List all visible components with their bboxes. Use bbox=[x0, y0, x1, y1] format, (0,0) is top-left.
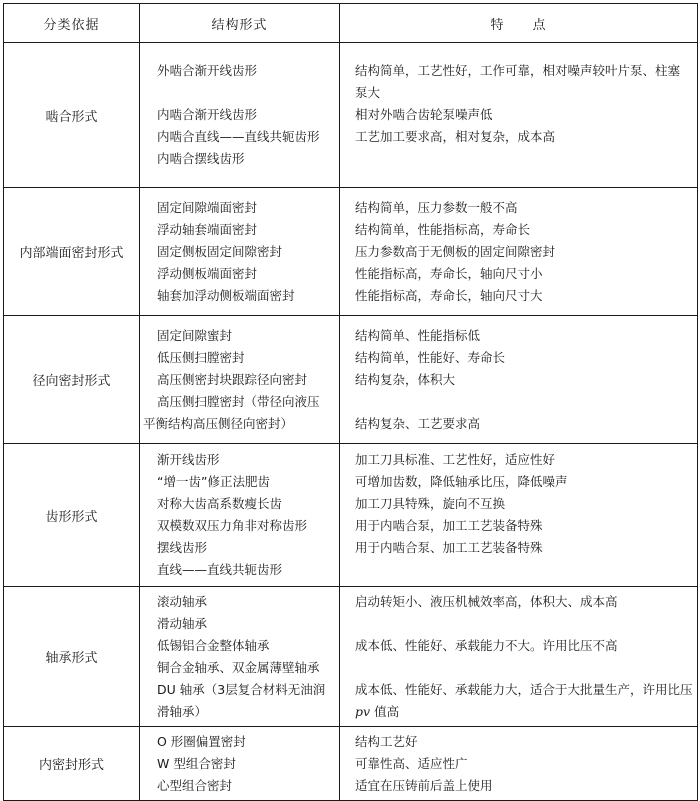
form-item: 浮动轴套端面密封 bbox=[157, 221, 258, 237]
form-item: “增一齿”修正法肥齿 bbox=[157, 474, 270, 489]
category-cell: 内密封形式 bbox=[4, 727, 140, 801]
feature-item-pv bbox=[355, 701, 691, 723]
form-item: 低压侧扫膛密封 bbox=[157, 349, 245, 365]
form-item: 双模数双压力角非对称齿形 bbox=[157, 518, 308, 533]
form-item: 内啮合渐开线齿形 bbox=[157, 107, 258, 122]
table-row bbox=[4, 587, 698, 727]
feature-item: 可靠性高、适应性广 bbox=[355, 755, 468, 771]
form-item: 固定间隙端面密封 bbox=[157, 199, 258, 215]
form-item: W 型组合密封 bbox=[157, 755, 236, 771]
forms-cell bbox=[140, 444, 340, 587]
table-row bbox=[4, 727, 698, 801]
form-item: 内啮合直线——直线共轭齿形 bbox=[157, 129, 320, 144]
form-item: 心型组合密封 bbox=[157, 777, 233, 793]
feature-item: 结构复杂、工艺要求高 bbox=[355, 415, 481, 431]
features-cell bbox=[340, 587, 698, 727]
form-item: 摆线齿形 bbox=[157, 540, 208, 555]
form-item: 滑动轴承 bbox=[157, 615, 208, 631]
features-cell bbox=[340, 316, 698, 444]
form-item: DU 轴承（3层复合材料无油润 bbox=[157, 681, 326, 697]
spacer bbox=[355, 613, 691, 635]
header-row bbox=[4, 4, 698, 43]
header-features: 特 点 bbox=[340, 4, 698, 43]
category-cell: 齿形形式 bbox=[4, 444, 140, 587]
form-item: 滚动轴承 bbox=[157, 593, 208, 609]
form-item: 高压侧扫膛密封（带径向液压 bbox=[157, 393, 320, 409]
features-cell bbox=[340, 43, 698, 188]
form-item: 轴套加浮动侧板端面密封 bbox=[157, 287, 295, 303]
category-cell: 内部端面密封形式 bbox=[4, 188, 140, 316]
category-cell: 径向密封形式 bbox=[4, 316, 140, 444]
feature-item: 结构复杂，体积大 bbox=[355, 371, 456, 387]
spacer bbox=[355, 559, 691, 581]
feature-item: 启动转矩小、液压机械效率高，体积大、成本高 bbox=[355, 593, 618, 609]
feature-item: 用于内啮合泵，加工工艺装备特殊 bbox=[355, 518, 543, 533]
form-item: 对称大齿高系数瘦长齿 bbox=[157, 496, 283, 511]
form-item: O 形圈偏置密封 bbox=[157, 733, 246, 749]
form-item: 滑轴承） bbox=[157, 703, 208, 719]
forms-cell bbox=[140, 587, 340, 727]
form-item: 固定侧板固定间隙密封 bbox=[157, 243, 283, 259]
pv-symbol: pv bbox=[355, 703, 371, 719]
form-item: 内啮合摆线齿形 bbox=[157, 151, 245, 166]
feature-item: 结构简单，性能指标高，寿命长 bbox=[355, 221, 531, 237]
feature-item: 适宜在压铸前后盖上使用 bbox=[355, 777, 493, 793]
feature-item: 相对外啮合齿轮泵噪声低 bbox=[355, 107, 493, 122]
form-item: 铜合金轴承、双金属薄壁轴承 bbox=[157, 659, 320, 675]
form-item: 固定间隙蜜封 bbox=[157, 327, 233, 343]
table-row bbox=[4, 316, 698, 444]
forms-cell bbox=[140, 43, 340, 188]
forms-cell bbox=[140, 188, 340, 316]
feature-item: 可增加齿数，降低轴承比压，降低噪声 bbox=[355, 474, 568, 489]
feature-item: 结构工艺好 bbox=[355, 733, 418, 749]
spacer bbox=[157, 82, 335, 104]
feature-item: 结构简单、性能指标低 bbox=[355, 327, 481, 343]
table-row bbox=[4, 43, 698, 188]
form-item: 渐开线齿形 bbox=[157, 452, 220, 467]
form-item: 浮动侧板端面密封 bbox=[157, 265, 258, 281]
form-item: 外啮合渐开线齿形 bbox=[157, 63, 258, 78]
table-row bbox=[4, 188, 698, 316]
feature-item: 性能指标高，寿命长，轴向尺寸大 bbox=[355, 287, 543, 303]
feature-item: 结构简单，压力参数一般不高 bbox=[355, 199, 518, 215]
feature-item: 结构简单，工艺性好，工作可靠，相对噪声较叶片泵、柱塞泵大 bbox=[355, 63, 681, 100]
features-cell bbox=[340, 188, 698, 316]
category-cell: 啮合形式 bbox=[4, 43, 140, 188]
feature-item: 性能指标高，寿命长，轴向尺寸小 bbox=[355, 265, 543, 281]
features-cell bbox=[340, 444, 698, 587]
spacer bbox=[355, 148, 691, 170]
forms-cell bbox=[140, 316, 340, 444]
spacer bbox=[355, 391, 691, 413]
feature-item: 成本低、性能好、承载能力不大。许用比压不高 bbox=[355, 637, 618, 653]
feature-item: 工艺加工要求高，相对复杂，成本高 bbox=[355, 129, 556, 144]
feature-item: 用于内啮合泵、加工工艺装备特殊 bbox=[355, 540, 543, 555]
feature-item: 成本低、性能好、承载能力大，适合于大批量生产，许用比压 bbox=[355, 681, 693, 697]
features-cell bbox=[340, 727, 698, 801]
feature-item: 压力参数高于无侧板的固定间隙密封 bbox=[355, 243, 556, 259]
feature-item: 加工刀具特殊，旋向不互换 bbox=[355, 496, 506, 511]
form-item: 直线——直线共轭齿形 bbox=[157, 562, 283, 577]
pv-text: 值高 bbox=[374, 703, 400, 719]
feature-item: 结构简单，性能好、寿命长 bbox=[355, 349, 506, 365]
form-item: 低锡铝合金整体轴承 bbox=[157, 637, 270, 653]
table-row bbox=[4, 444, 698, 587]
form-item: 高压侧密封块跟踪径向密封 bbox=[157, 371, 308, 387]
header-structure: 结构形式 bbox=[140, 4, 340, 43]
form-item: 平衡结构高压侧径向密封） bbox=[143, 415, 294, 431]
feature-item: 加工刀具标准、工艺性好，适应性好 bbox=[355, 452, 556, 467]
spacer bbox=[355, 657, 691, 679]
forms-cell bbox=[140, 727, 340, 801]
header-category: 分类依据 bbox=[4, 4, 140, 43]
gear-pump-classification-table bbox=[3, 3, 698, 801]
category-cell: 轴承形式 bbox=[4, 587, 140, 727]
